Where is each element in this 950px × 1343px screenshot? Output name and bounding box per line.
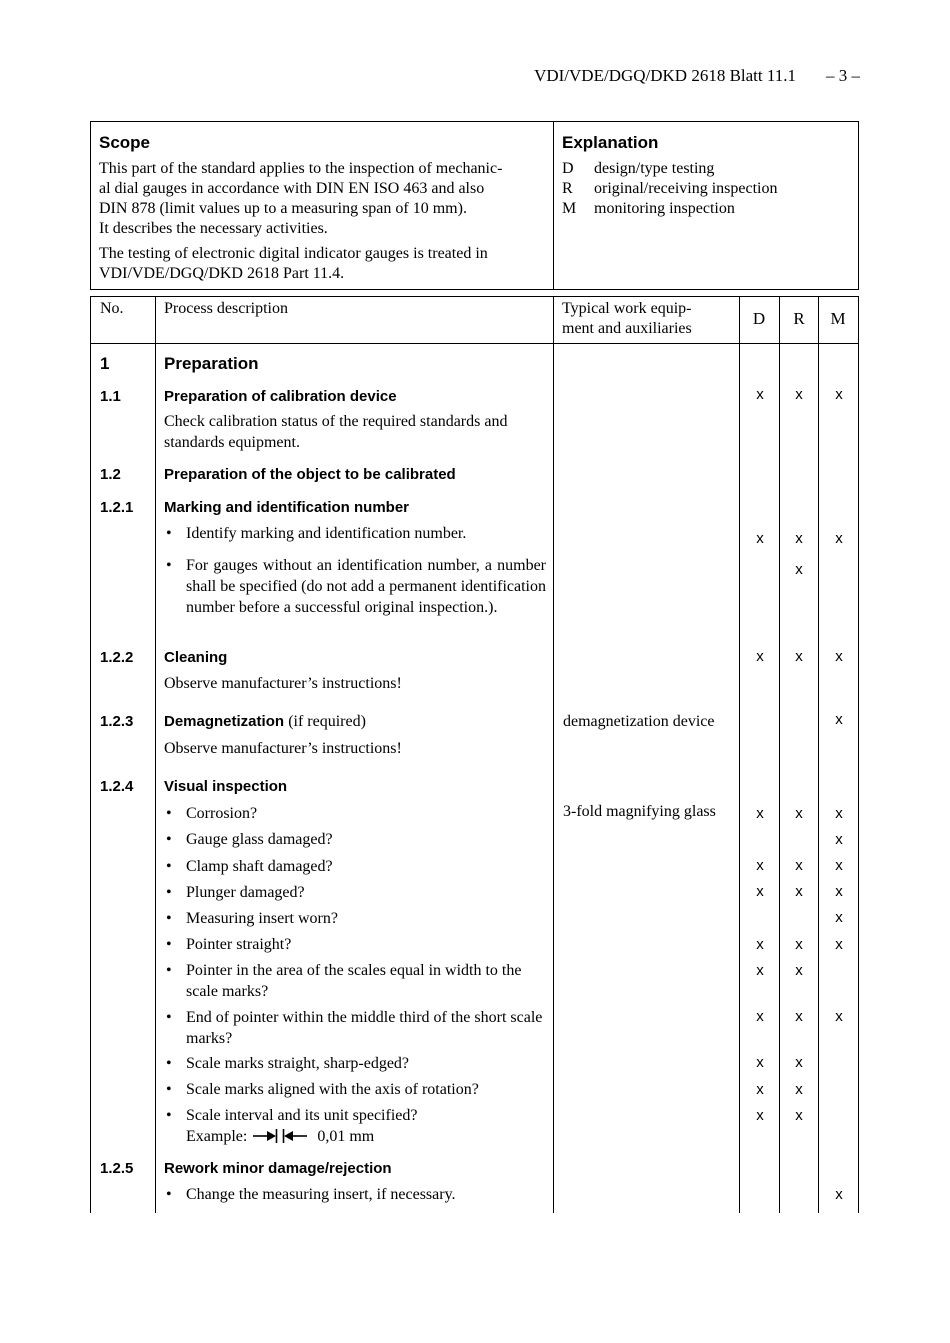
standard-reference: VDI/VDE/DGQ/DKD 2618 Blatt 11.1 xyxy=(534,66,796,85)
row-number: 1.2.3 xyxy=(100,713,134,730)
page-header xyxy=(0,66,860,86)
section-title-bold: Demagnetization xyxy=(164,713,285,730)
scope-line: VDI/VDE/DGQ/DKD 2618 Part 11.4. xyxy=(99,265,345,282)
mark-m: x xyxy=(835,1186,843,1203)
scope-line: It describes the necessary activities. xyxy=(99,220,328,237)
row-number: 1.2.2 xyxy=(100,649,134,666)
equipment-text: demagnetization device xyxy=(563,713,715,730)
list-item: • Scale marks straight, sharp-edged? xyxy=(164,1053,546,1074)
list-item: • Plunger damaged? xyxy=(164,882,546,903)
row-number: 1.1 xyxy=(100,388,121,405)
column-divider xyxy=(553,297,554,1213)
header-no: No. xyxy=(100,300,124,317)
page-number: – 3 – xyxy=(826,66,860,85)
section-title xyxy=(164,713,366,731)
scale-interval-arrows-icon xyxy=(253,1128,307,1149)
scope-explanation-box xyxy=(90,121,859,290)
list-item: • Measuring insert worn? xyxy=(164,908,546,929)
scope-line: al dial gauges in accordance with DIN EN ISO 463 and also xyxy=(99,180,485,197)
example-line xyxy=(186,1126,546,1149)
mark-m: x xyxy=(835,883,843,900)
mark-r: x xyxy=(795,561,803,578)
explanation-item xyxy=(562,199,852,219)
example-label: Example: xyxy=(186,1128,248,1145)
mark-d: x xyxy=(756,386,764,403)
section-title: Visual inspection xyxy=(164,778,288,795)
explanation-title: Explanation xyxy=(562,133,659,152)
mark-d: x xyxy=(756,1107,764,1124)
header-divider xyxy=(91,343,858,344)
scope-divider xyxy=(553,122,554,289)
header-equipment-line: Typical work equip- xyxy=(562,300,692,317)
list-item: • Corrosion? xyxy=(164,803,546,824)
mark-d: x xyxy=(756,962,764,979)
mark-r: x xyxy=(795,936,803,953)
section-title: Preparation xyxy=(164,354,259,373)
explanation-code: R xyxy=(562,180,573,197)
process-table xyxy=(90,296,859,1213)
list-item: • Scale interval and its unit specified? xyxy=(164,1105,546,1126)
section-title: Marking and identification number xyxy=(164,499,410,516)
mark-m: x xyxy=(835,530,843,547)
section-text: Observe manufacturer’s instructions! xyxy=(164,675,402,692)
header-d: D xyxy=(752,309,766,328)
section-text: Observe manufacturer’s instructions! xyxy=(164,740,402,757)
section-text: Check calibration status of the required standards and standards equipment. xyxy=(164,413,508,451)
column-divider xyxy=(739,297,740,1213)
mark-m: x xyxy=(835,857,843,874)
row-number: 1 xyxy=(100,354,110,373)
column-divider xyxy=(779,297,780,1213)
explanation-label: design/type testing xyxy=(594,160,715,177)
mark-m: x xyxy=(835,711,843,728)
mark-r: x xyxy=(795,857,803,874)
mark-d: x xyxy=(756,1081,764,1098)
mark-r: x xyxy=(795,805,803,822)
scope-title: Scope xyxy=(99,133,151,152)
header-r: R xyxy=(793,309,805,328)
column-divider xyxy=(155,297,156,1213)
list-item: • Clamp shaft damaged? xyxy=(164,856,546,877)
list-item: • End of pointer within the middle third of the short scale marks? xyxy=(164,1007,546,1049)
mark-m: x xyxy=(835,386,843,403)
scope-section xyxy=(99,132,547,284)
mark-d: x xyxy=(756,805,764,822)
list-item: • Pointer straight? xyxy=(164,934,546,955)
mark-r: x xyxy=(795,962,803,979)
section-title: Rework minor damage/rejection xyxy=(164,1160,392,1177)
row-number: 1.2.5 xyxy=(100,1160,134,1177)
explanation-item xyxy=(562,159,852,179)
header-process: Process description xyxy=(164,300,288,317)
mark-r: x xyxy=(795,530,803,547)
column-divider xyxy=(818,297,819,1213)
section-title: Preparation of calibration device xyxy=(164,388,397,405)
mark-r: x xyxy=(795,648,803,665)
explanation-section xyxy=(562,132,852,219)
equipment-text: 3-fold magnifying glass xyxy=(563,803,716,820)
explanation-code: D xyxy=(562,160,574,177)
explanation-item xyxy=(562,179,852,199)
list-item: • Pointer in the area of the scales equal in width to the scale marks? xyxy=(164,960,546,1002)
header-m: M xyxy=(830,309,846,328)
scope-line: This part of the standard applies to the inspection of mechanic- xyxy=(99,160,503,177)
explanation-label: original/receiving inspection xyxy=(594,180,778,197)
mark-m: x xyxy=(835,1008,843,1025)
section-title-suffix: (if required) xyxy=(288,713,366,730)
mark-d: x xyxy=(756,1008,764,1025)
mark-d: x xyxy=(756,857,764,874)
list-item: • Identify marking and identification number. xyxy=(164,523,546,544)
scope-line: The testing of electronic digital indicator gauges is treated in xyxy=(99,245,488,262)
mark-r: x xyxy=(795,1054,803,1071)
row-number: 1.2.1 xyxy=(100,499,134,516)
mark-r: x xyxy=(795,1081,803,1098)
header-equipment xyxy=(562,299,692,339)
scope-paragraph-1 xyxy=(99,159,547,239)
example-value: 0,01 mm xyxy=(317,1128,375,1145)
list-item: • For gauges without an identification number, a number shall be specified (do not add a permanent identification number before a successful original inspection.). xyxy=(164,555,546,618)
mark-d: x xyxy=(756,648,764,665)
mark-m: x xyxy=(835,805,843,822)
section-title: Cleaning xyxy=(164,649,228,666)
mark-r: x xyxy=(795,1008,803,1025)
mark-m: x xyxy=(835,648,843,665)
section-title: Preparation of the object to be calibrated xyxy=(164,466,456,483)
mark-r: x xyxy=(795,883,803,900)
mark-d: x xyxy=(756,883,764,900)
mark-m: x xyxy=(835,936,843,953)
scope-paragraph-2 xyxy=(99,244,547,284)
explanation-code: M xyxy=(562,200,577,217)
header-equipment-line: ment and auxiliaries xyxy=(562,320,692,337)
row-number: 1.2.4 xyxy=(100,778,134,795)
mark-m: x xyxy=(835,831,843,848)
row-number: 1.2 xyxy=(100,466,121,483)
mark-d: x xyxy=(756,1054,764,1071)
list-item: • Scale marks aligned with the axis of rotation? xyxy=(164,1079,546,1100)
mark-r: x xyxy=(795,386,803,403)
explanation-label: monitoring inspection xyxy=(594,200,735,217)
mark-r: x xyxy=(795,1107,803,1124)
mark-m: x xyxy=(835,909,843,926)
mark-d: x xyxy=(756,936,764,953)
scope-line: DIN 878 (limit values up to a measuring span of 10 mm). xyxy=(99,200,467,217)
mark-d: x xyxy=(756,530,764,547)
list-item: • Gauge glass damaged? xyxy=(164,829,546,850)
list-item: • Change the measuring insert, if necessary. xyxy=(164,1184,546,1205)
